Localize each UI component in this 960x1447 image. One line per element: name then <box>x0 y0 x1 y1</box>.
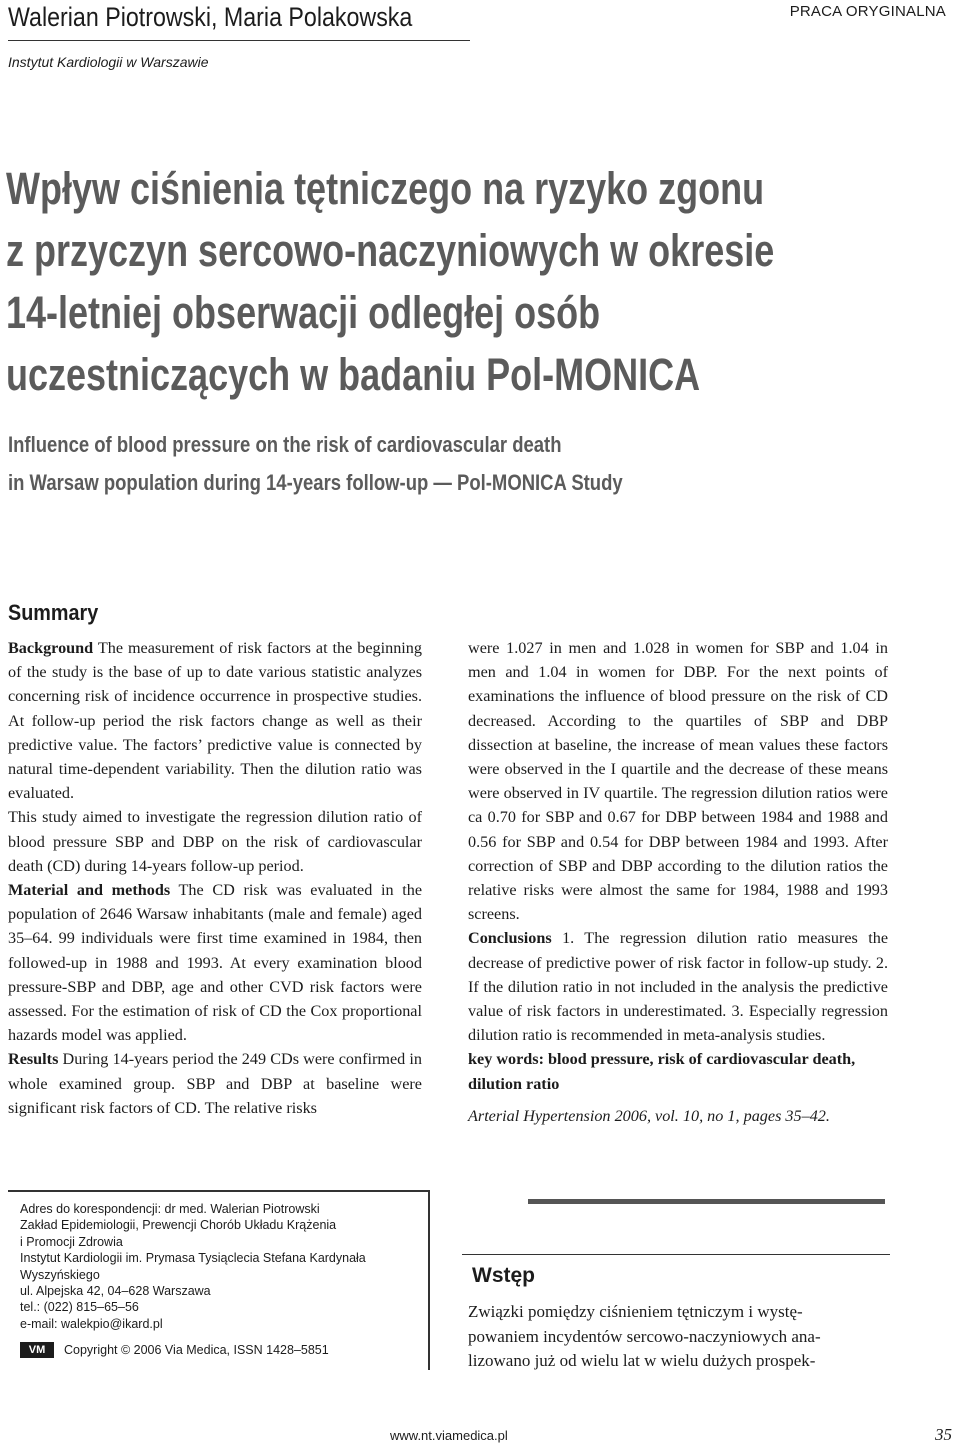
address-line: Instytut Kardiologii im. Prymasa Tysiąclecia Stefana Kardynała <box>20 1251 366 1266</box>
methods-label: Material and methods <box>8 881 171 900</box>
keywords: key words: blood pressure, risk of cardiovascular death, dilution ratio <box>468 1050 856 1093</box>
article-title-polish <box>6 158 806 406</box>
summary-heading: Summary <box>8 600 99 625</box>
journal-url: www.nt.viamedica.pl <box>390 1428 508 1443</box>
intro-line: Związki pomiędzy ciśnieniem tętniczym i wystę- <box>468 1302 803 1321</box>
title-line: Wpływ ciśnienia tętniczego na ryzyko zgonu <box>6 163 765 214</box>
results-text: During 14-years period the 249 CDs were confirmed in whole examined group. SBP and DBP at baseline were significant risk factors of CD. The relative risks <box>8 1050 422 1117</box>
aim-paragraph: This study aimed to investigate the regression dilution ratio of blood pressure SBP and DBP on the risk of cardiovascular death (CD) during 14-years follow-up period. <box>8 808 422 875</box>
author-names: Walerian Piotrowski, Maria Polakowska <box>8 2 413 32</box>
title-line: z przyczyn sercowo-naczyniowych w okresie <box>6 225 775 276</box>
conclusions-paragraph <box>468 926 888 1047</box>
methods-paragraph <box>8 878 422 1047</box>
copyright-notice <box>20 1342 329 1358</box>
results-label: Results <box>8 1050 59 1069</box>
address-line: i Promocji Zdrowia <box>20 1234 123 1249</box>
summary-column-left <box>8 636 422 1120</box>
section-divider <box>462 1254 890 1255</box>
conclusions-label: Conclusions <box>468 929 552 948</box>
address-line: Wyszyńskiego <box>20 1267 100 1282</box>
section-decorative-bar <box>528 1199 885 1204</box>
background-text: The measurement of risk factors at the beginning of the study is the base of up to date various statistic analyzes concerning risk of incidence occurrence in prospective studies. At follow-up period the risk factors change as well as their predictive value. The factors’ predictive value is connected by natural time-dependent variability. Then the dilution ratio was evaluated. <box>8 639 422 803</box>
results-continued: were 1.027 in men and 1.028 in women for SBP and 1.04 in men and 1.04 in women for DBP. For the next points of examinations the influence of blood pressure on the risk of CD decreased. According to the quartiles of SBP and DBP dissection at baseline, the increase of mean values these factors were observed in the I quartile and the decrease of these means were observed in IV quartile. The regression dilution ratios were ca 0.70 for SBP and 0.67 for DBP between 1984 and 1988 and 0.56 for SBP and 0.54 for DBP between 1984 and 1993. After correction of SBP and DBP according to the dilution ratios the relative risks were almost the same for 1984, 1988 and 1993 screens. <box>468 639 888 924</box>
address-line: Zakład Epidemiologii, Prewencji Chorób Układu Krążenia <box>20 1218 337 1233</box>
email-line: e-mail: walekpio@ikard.pl <box>20 1316 163 1331</box>
address-line: Adres do korespondencji: dr med. Walerian Piotrowski <box>20 1202 320 1216</box>
author-affiliation: Instytut Kardiologii w Warszawie <box>8 54 209 70</box>
results-paragraph <box>8 1047 422 1120</box>
intro-line: lizowano już od wielu lat w wielu dużych prospek- <box>468 1351 816 1370</box>
background-label: Background <box>8 639 94 657</box>
via-medica-logo-icon: VM <box>20 1342 54 1358</box>
phone-line: tel.: (022) 815–65–56 <box>20 1300 139 1315</box>
citation: Arterial Hypertension 2006, vol. 10, no 1, pages 35–42. <box>468 1106 830 1125</box>
intro-paragraph <box>468 1300 890 1374</box>
intro-line: powaniem incydentów sercowo-naczyniowych ana- <box>468 1326 821 1346</box>
copyright-text: Copyright © 2006 Via Medica, ISSN 1428–5851 <box>64 1343 329 1357</box>
header-divider <box>8 40 470 41</box>
correspondence-address <box>20 1201 420 1332</box>
article-title-english <box>8 426 764 502</box>
page-number: 35 <box>935 1425 952 1444</box>
title-line: 14-letniej obserwacji odległej osób <box>6 287 601 338</box>
title-line: in Warsaw population during 14-years follow-up — Pol-MONICA Study <box>8 470 623 495</box>
correspondence-box <box>8 1190 430 1370</box>
title-line: uczestniczących w badaniu Pol-MONICA <box>6 349 701 400</box>
article-type-label: PRACA ORYGINALNA <box>789 3 946 20</box>
conclusions-text: 1. The regression dilution ratio measures the decrease of predictive power of risk factor in follow-up study. 2. If the dilution ratio in not included in the analysis the predictive value of risk factors in underestimated. 3. Especially regression dilution ratio is recommended in meta-analysis studies. <box>468 929 888 1045</box>
summary-column-right <box>468 636 888 1128</box>
background-paragraph <box>8 636 422 805</box>
address-line: ul. Alpejska 42, 04–628 Warszawa <box>20 1284 211 1299</box>
intro-heading: Wstęp <box>472 1264 535 1287</box>
title-line: Influence of blood pressure on the risk of cardiovascular death <box>8 432 562 457</box>
methods-text: The CD risk was evaluated in the population of 2646 Warsaw inhabitants (male and female) aged 35–64. 99 individuals were first time examined in 1984, then followed-up in 1988 and 1993. At every examination blood pressure-SBP and DBP, age and other CVD risk factors were assessed. For the estimation of risk of CD the Cox proportional hazards model was applied. <box>8 881 423 1045</box>
